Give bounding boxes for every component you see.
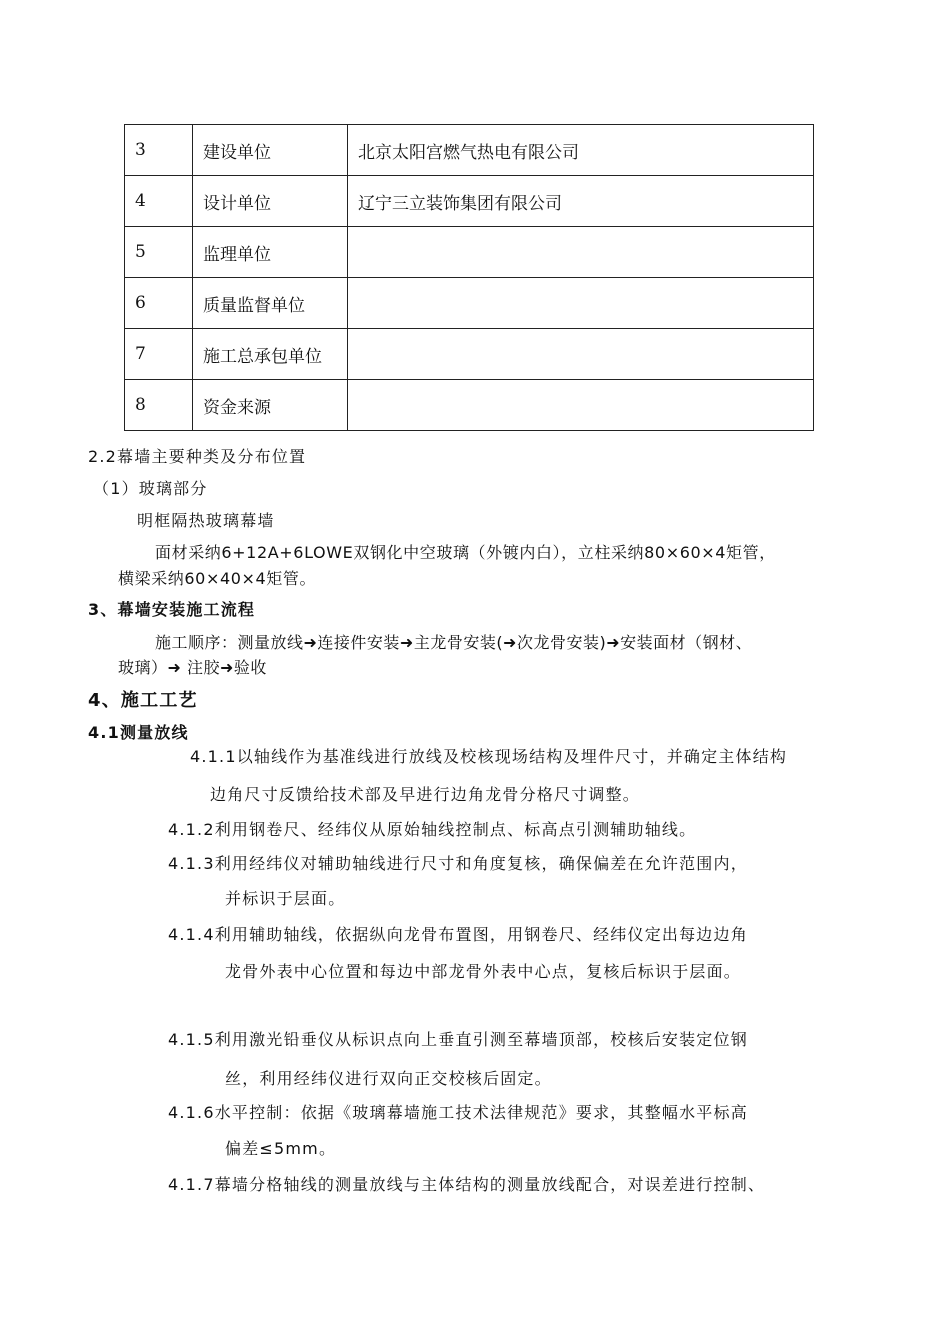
paragraph-4-1-6-line-1: 4.1.6水平控制：依据《玻璃幕墙施工技术法律规范》要求，其整幅水平标高 bbox=[168, 1103, 748, 1122]
table-row bbox=[125, 380, 814, 431]
glass-part-label: （1）玻璃部分 bbox=[93, 479, 208, 498]
material-description-line-2: 横梁采纳60×40×4矩管。 bbox=[118, 569, 317, 588]
curtain-wall-type: 明框隔热玻璃幕墙 bbox=[137, 511, 275, 530]
paragraph-4-1-5-line-1: 4.1.5利用激光铅垂仪从标识点向上垂直引测至幕墙顶部，校核后安装定位钢 bbox=[168, 1030, 748, 1049]
material-description-line-1: 面材采纳6+12A+6LOWE双钢化中空玻璃（外镀内白），立柱采纳80×60×4矩管， bbox=[155, 543, 776, 562]
row-value: 北京太阳宫燃气热电有限公司 bbox=[348, 125, 814, 176]
construction-sequence-line-2: 玻璃）➜ 注胶➜验收 bbox=[118, 658, 267, 677]
paragraph-4-1-2-line-1: 4.1.2利用钢卷尺、经纬仪从原始轴线控制点、标高点引测辅助轴线。 bbox=[168, 820, 697, 839]
table-row bbox=[125, 227, 814, 278]
table-row bbox=[125, 329, 814, 380]
section-4-heading: 4、施工工艺 bbox=[88, 690, 198, 711]
paragraph-4-1-3-line-1: 4.1.3利用经纬仪对辅助轴线进行尺寸和角度复核，确保偏差在允许范围内， bbox=[168, 854, 748, 873]
paragraph-4-1-1-line-1: 4.1.1以轴线作为基准线进行放线及校核现场结构及埋件尺寸，并确定主体结构 bbox=[190, 747, 788, 766]
paragraph-4-1-4-line-2: 龙骨外表中心位置和每边中部龙骨外表中心点，复核后标识于层面。 bbox=[225, 962, 742, 981]
section-4-1-heading: 4.1测量放线 bbox=[88, 723, 189, 742]
paragraph-4-1-5-line-2: 丝，利用经纬仪进行双向正交校核后固定。 bbox=[225, 1069, 552, 1088]
section-2-2-heading: 2.2幕墙主要种类及分布位置 bbox=[88, 447, 307, 466]
project-info-table bbox=[124, 124, 814, 431]
row-number: 4 bbox=[125, 176, 193, 227]
row-number: 7 bbox=[125, 329, 193, 380]
row-number: 3 bbox=[125, 125, 193, 176]
construction-sequence-line-1: 施工顺序：测量放线➜连接件安装➜主龙骨安装(➜次龙骨安装)➜安装面材（钢材、 bbox=[155, 633, 753, 652]
row-item: 施工总承包单位 bbox=[193, 329, 348, 380]
paragraph-4-1-1-line-2: 边角尺寸反馈给技术部及早进行边角龙骨分格尺寸调整。 bbox=[210, 785, 641, 804]
row-value bbox=[348, 278, 814, 329]
row-number: 5 bbox=[125, 227, 193, 278]
row-number: 6 bbox=[125, 278, 193, 329]
row-item: 资金来源 bbox=[193, 380, 348, 431]
paragraph-4-1-7-line-1: 4.1.7幕墙分格轴线的测量放线与主体结构的测量放线配合，对误差进行控制、 bbox=[168, 1175, 766, 1194]
paragraph-4-1-6-line-2: 偏差≤5mm。 bbox=[225, 1139, 337, 1158]
table-row bbox=[125, 125, 814, 176]
section-3-heading: 3、幕墙安装施工流程 bbox=[88, 600, 256, 619]
paragraph-4-1-4-line-1: 4.1.4利用辅助轴线，依据纵向龙骨布置图，用钢卷尺、经纬仪定出每边边角 bbox=[168, 925, 748, 944]
row-number: 8 bbox=[125, 380, 193, 431]
row-value bbox=[348, 227, 814, 278]
row-item: 质量监督单位 bbox=[193, 278, 348, 329]
row-value bbox=[348, 329, 814, 380]
table-row bbox=[125, 278, 814, 329]
row-item: 建设单位 bbox=[193, 125, 348, 176]
row-item: 监理单位 bbox=[193, 227, 348, 278]
row-value: 辽宁三立装饰集团有限公司 bbox=[348, 176, 814, 227]
row-value bbox=[348, 380, 814, 431]
table-row bbox=[125, 176, 814, 227]
row-item: 设计单位 bbox=[193, 176, 348, 227]
paragraph-4-1-3-line-2: 并标识于层面。 bbox=[225, 889, 346, 908]
